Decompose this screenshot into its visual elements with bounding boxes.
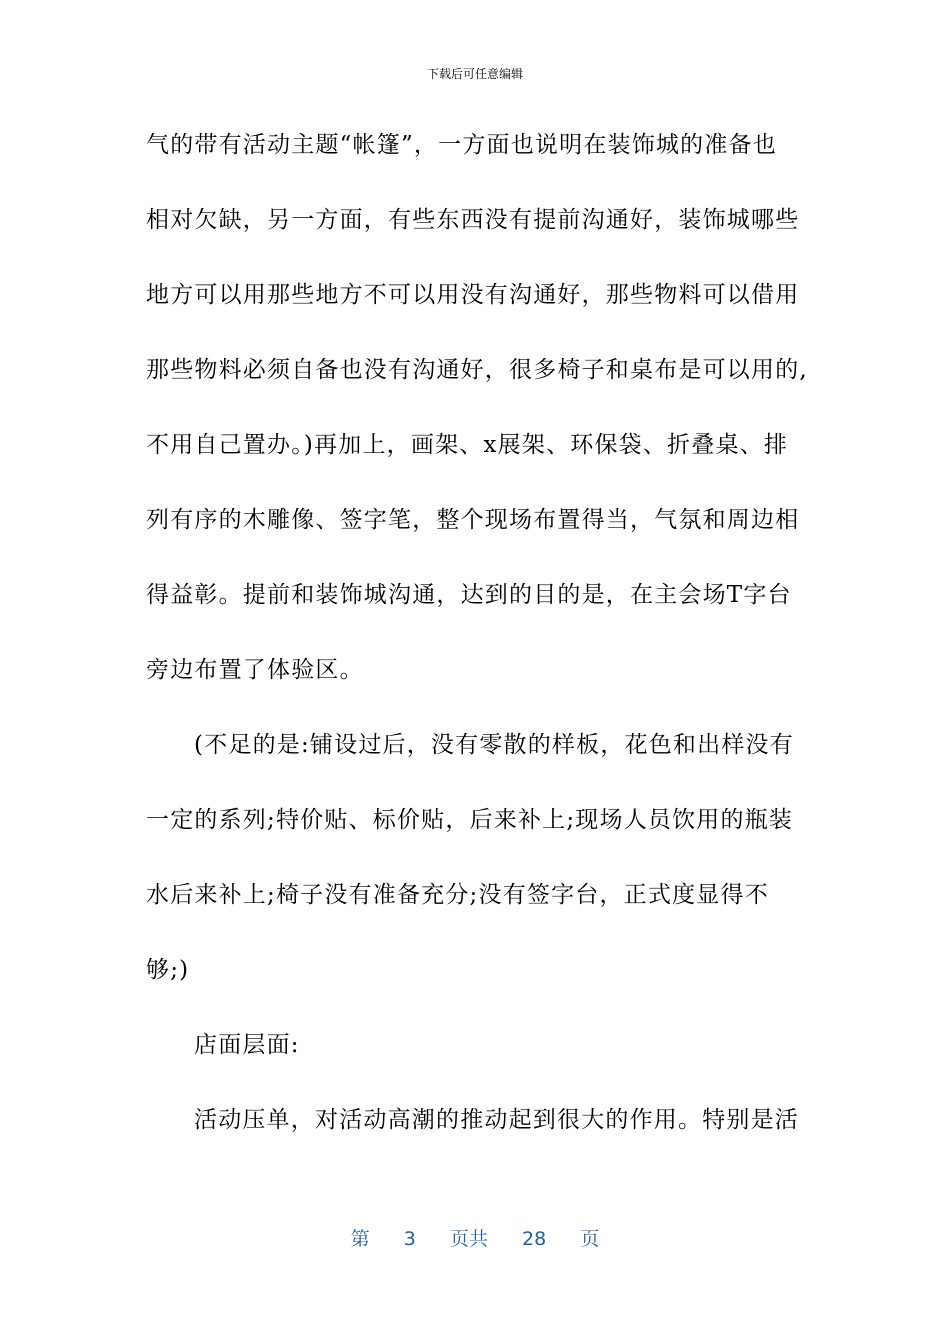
body-line: 相对欠缺，另一方面，有些东西没有提前沟通好，装饰城哪些	[146, 207, 800, 233]
footer-prefix: 第	[350, 1228, 370, 1250]
body-line: 地方可以用那些地方不可以用没有沟通好，那些物料可以借用	[146, 282, 800, 308]
body-line: 一定的系列;特价贴、标价贴，后来补上;现场人员饮用的瓶装	[146, 807, 794, 833]
footer-suffix: 页	[580, 1228, 600, 1250]
body-line: (不足的是:铺设过后，没有零散的样板，花色和出样没有	[194, 732, 794, 758]
document-body	[146, 124, 806, 1174]
footer-page-number: 3	[403, 1228, 416, 1250]
body-line: 列有序的木雕像、签字笔，整个现场布置得当，气氛和周边相	[146, 507, 800, 533]
body-line: 得益彰。提前和装饰城沟通，达到的目的是，在主会场T字台	[146, 582, 792, 608]
body-line: 水后来补上;椅子没有准备充分;没有签字台，正式度显得不	[146, 882, 769, 908]
body-line: 够;)	[146, 957, 190, 983]
body-line: 那些物料必须自备也没有沟通好，很多椅子和桌布是可以用的,	[146, 357, 808, 383]
body-line: 气的带有活动主题“帐篷”，一方面也说明在装饰城的准备也	[146, 132, 777, 158]
body-line: 旁边布置了体验区。	[146, 657, 364, 683]
body-line: 不用自己置办。)再加上，画架、x展架、环保袋、折叠桌、排	[146, 432, 789, 458]
footer-middle: 页共	[449, 1228, 488, 1250]
page-header: 下载后可任意编辑	[426, 67, 523, 81]
section-heading: 店面层面:	[194, 1032, 300, 1058]
body-line: 活动压单，对活动高潮的推动起到很大的作用。特别是活	[194, 1107, 799, 1133]
footer-total-pages: 28	[522, 1228, 547, 1250]
page-footer	[0, 1226, 950, 1252]
